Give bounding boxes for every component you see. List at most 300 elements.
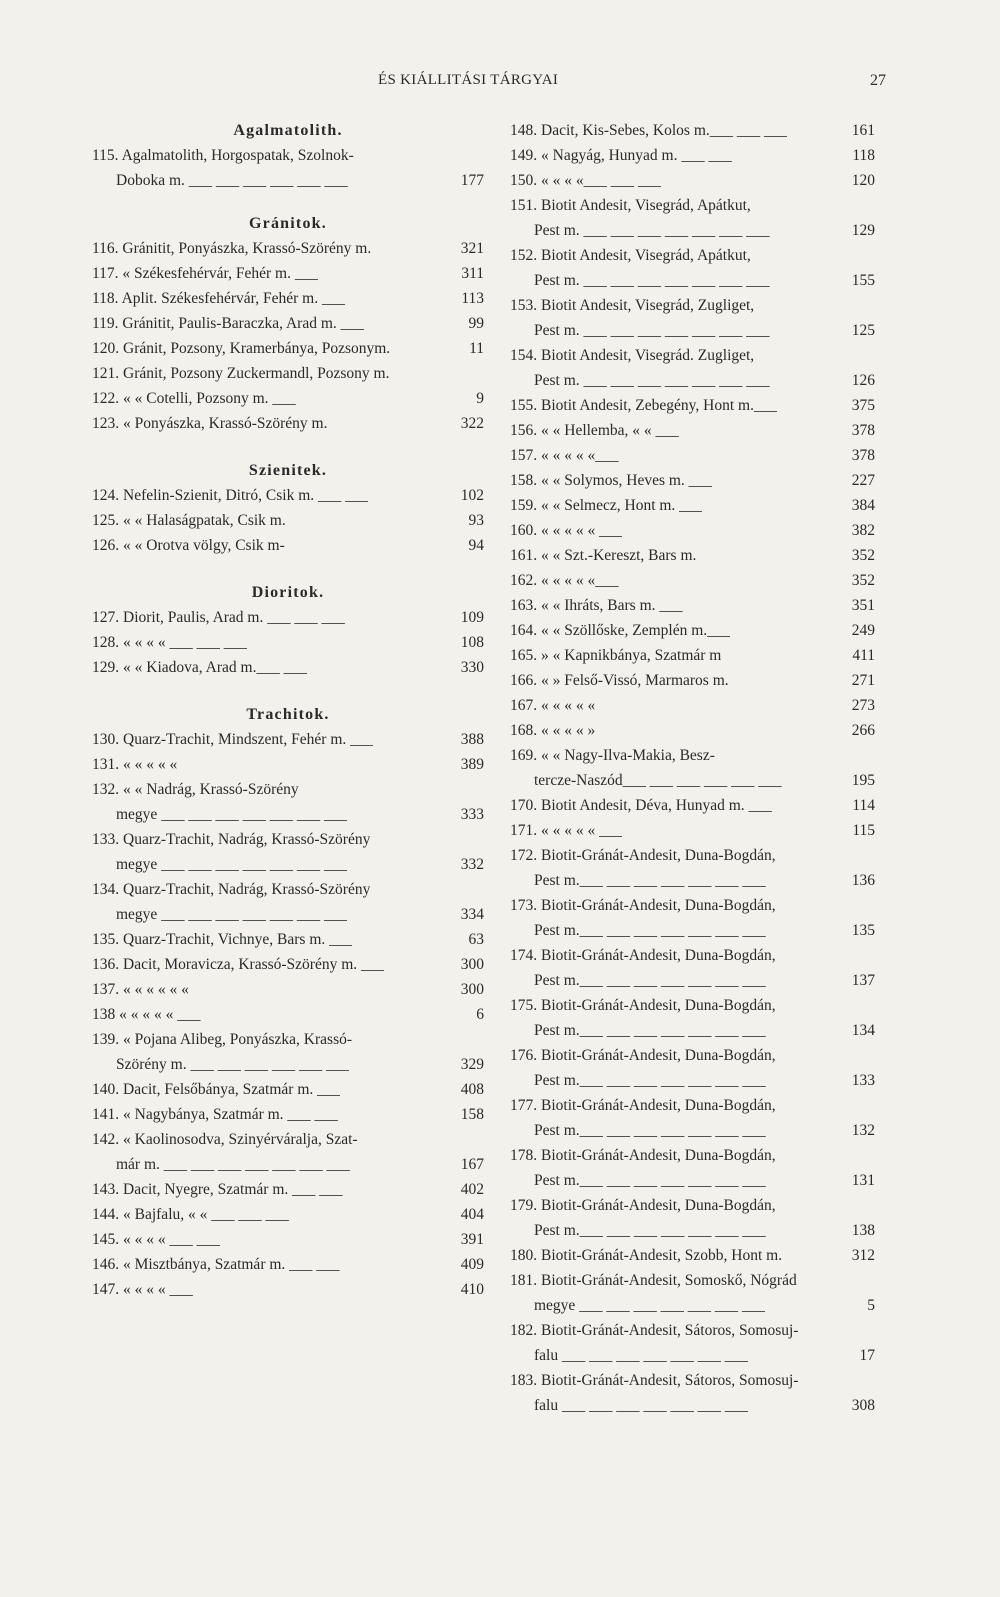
- entry-line: [92, 777, 484, 802]
- entry-line: [510, 1118, 875, 1143]
- entry-text: 129. « « Kiadova, Arad m.___ ___: [92, 659, 307, 676]
- entry-text: 145. « « « « ___ ___: [92, 1231, 220, 1248]
- entry-text: Pest m.___ ___ ___ ___ ___ ___ ___: [534, 1122, 766, 1139]
- entry-text: megye ___ ___ ___ ___ ___ ___ ___: [534, 1297, 766, 1314]
- item-number: 93: [468, 512, 484, 529]
- item-number: 108: [460, 634, 484, 651]
- entry-line: [510, 318, 875, 343]
- entry-line: [510, 568, 875, 593]
- entry-text: Pest m.___ ___ ___ ___ ___ ___ ___: [534, 1072, 766, 1089]
- item-number: 300: [460, 956, 484, 973]
- catalog-entry: [92, 777, 484, 827]
- item-number: 9: [476, 390, 484, 407]
- catalog-entry: [92, 752, 484, 777]
- entry-text: 131. « « « « «: [92, 756, 178, 773]
- entry-line: [510, 268, 875, 293]
- item-number: 351: [851, 597, 875, 614]
- entry-text: 149. « Nagyág, Hunyad m. ___ ___: [510, 147, 732, 164]
- entry-line: [510, 818, 875, 843]
- entry-text: 127. Diorit, Paulis, Arad m. ___ ___ ___: [92, 609, 345, 626]
- catalog-entry: [92, 977, 484, 1002]
- entry-text: 130. Quarz-Trachit, Mindszent, Fehér m. ___: [92, 731, 374, 748]
- item-number: 322: [460, 415, 484, 432]
- item-number: 125: [851, 322, 875, 339]
- catalog-entry: [92, 411, 484, 436]
- catalog-entry: [510, 243, 875, 293]
- entry-line: [92, 311, 484, 336]
- entry-line: [92, 1227, 484, 1252]
- catalog-entry: [510, 843, 875, 893]
- catalog-entry: [92, 727, 484, 752]
- entry-line: [92, 508, 484, 533]
- item-number: 63: [468, 931, 484, 948]
- entry-text: 172. Biotit-Gránát-Andesit, Duna-Bogdán,: [510, 847, 776, 864]
- entry-line: [92, 1027, 484, 1052]
- item-number: 114: [852, 797, 875, 814]
- entry-text: 137. « « « « « «: [92, 981, 189, 998]
- catalog-entry: [92, 1027, 484, 1077]
- entry-text: Doboka m. ___ ___ ___ ___ ___ ___: [116, 172, 348, 189]
- entry-text: 140. Dacit, Felsőbánya, Szatmár m. ___: [92, 1081, 341, 1098]
- entry-line: [92, 727, 484, 752]
- entry-line: [510, 768, 875, 793]
- item-number: 352: [851, 547, 875, 564]
- item-number: 402: [460, 1181, 484, 1198]
- item-number: 137: [851, 972, 875, 989]
- item-number: 120: [851, 172, 875, 189]
- section-heading: Agalmatolith.: [233, 122, 343, 139]
- entry-text: Pest m.___ ___ ___ ___ ___ ___ ___: [534, 972, 766, 989]
- item-number: 161: [851, 122, 875, 139]
- catalog-entry: [92, 1252, 484, 1277]
- catalog-entry: [92, 336, 484, 361]
- entry-line: [510, 593, 875, 618]
- entry-text: már m. ___ ___ ___ ___ ___ ___ ___: [116, 1156, 350, 1173]
- entry-text: 173. Biotit-Gránát-Andesit, Duna-Bogdán,: [510, 897, 776, 914]
- entry-line: [510, 918, 875, 943]
- catalog-entry: [510, 1143, 875, 1193]
- entry-text: 163. « « Ihráts, Bars m. ___: [510, 597, 683, 614]
- entry-line: [510, 793, 875, 818]
- section-heading: Dioritok.: [251, 584, 325, 601]
- catalog-entry: [92, 236, 484, 261]
- entry-text: 171. « « « « « ___: [510, 822, 623, 839]
- entry-text: 154. Biotit Andesit, Visegrád. Zugliget,: [510, 347, 755, 364]
- item-number: 333: [460, 806, 484, 823]
- entry-line: [92, 361, 484, 386]
- entry-line: [510, 468, 875, 493]
- item-number: 378: [851, 447, 875, 464]
- entry-text: Szörény m. ___ ___ ___ ___ ___ ___: [116, 1056, 350, 1073]
- item-number: 404: [460, 1206, 484, 1223]
- catalog-entry: [510, 518, 875, 543]
- entry-line: [92, 483, 484, 508]
- entry-line: [510, 493, 875, 518]
- item-number: 133: [851, 1072, 875, 1089]
- entry-line: [92, 877, 484, 902]
- section-heading: Szienitek.: [248, 462, 328, 479]
- item-number: 135: [851, 922, 875, 939]
- item-number: 132: [851, 1122, 875, 1139]
- item-number: 308: [851, 1397, 875, 1414]
- entry-line: [510, 118, 875, 143]
- entry-text: 133. Quarz-Trachit, Nadrág, Krassó-Szörény: [92, 831, 371, 848]
- running-head: ÉS KIÁLLITÁSI TÁRGYAI: [378, 72, 559, 88]
- catalog-entry: [510, 593, 875, 618]
- catalog-entry: [510, 118, 875, 143]
- entry-line: [510, 1143, 875, 1168]
- entry-line: [510, 1268, 875, 1293]
- item-number: 136: [851, 872, 875, 889]
- catalog-entry: [92, 1002, 484, 1027]
- entry-text: 122. « « Cotelli, Pozsony m. ___: [92, 390, 296, 407]
- entry-text: 142. « Kaolinosodva, Szinyérváralja, Szat-: [92, 1131, 358, 1148]
- item-number: 118: [852, 147, 875, 164]
- entry-text: 168. « « « « »: [510, 722, 596, 739]
- entry-text: 159. « « Selmecz, Hont m. ___: [510, 497, 703, 514]
- item-number: 99: [468, 315, 484, 332]
- entry-line: [510, 843, 875, 868]
- catalog-entry: [92, 311, 484, 336]
- entry-line: [510, 518, 875, 543]
- catalog-entry: [92, 533, 484, 558]
- item-number: 389: [460, 756, 484, 773]
- entry-line: [92, 1127, 484, 1152]
- entry-text: 183. Biotit-Gránát-Andesit, Sátoros, Somosuj-: [510, 1372, 799, 1389]
- item-number: 17: [859, 1347, 875, 1364]
- entry-text: 117. « Székesfehérvár, Fehér m. ___: [92, 265, 319, 282]
- entry-line: [92, 902, 484, 927]
- spacer: [92, 680, 484, 702]
- entry-line: [92, 852, 484, 877]
- entry-line: [510, 1318, 875, 1343]
- entry-text: 152. Biotit Andesit, Visegrád, Apátkut,: [510, 247, 751, 264]
- catalog-entry: [510, 643, 875, 668]
- item-number: 6: [476, 1006, 484, 1023]
- entry-line: [92, 1202, 484, 1227]
- entry-text: 141. « Nagybánya, Szatmár m. ___ ___: [92, 1106, 338, 1123]
- entry-text: 139. « Pojana Alibeg, Ponyászka, Krassó-: [92, 1031, 353, 1048]
- item-number: 126: [851, 372, 875, 389]
- catalog-entry: [510, 568, 875, 593]
- section-heading: Gránitok.: [249, 215, 327, 232]
- item-number: 411: [852, 647, 875, 664]
- entry-line: [510, 543, 875, 568]
- item-number: 408: [460, 1081, 484, 1098]
- catalog-entry: [510, 293, 875, 343]
- entry-text: 125. « « Halaságpatak, Csik m.: [92, 512, 286, 529]
- item-number: 227: [851, 472, 875, 489]
- item-number: 155: [851, 272, 875, 289]
- item-number: 131: [851, 1172, 875, 1189]
- item-number: 249: [851, 622, 875, 639]
- entry-text: Pest m.___ ___ ___ ___ ___ ___ ___: [534, 872, 766, 889]
- entry-text: 176. Biotit-Gránát-Andesit, Duna-Bogdán,: [510, 1047, 776, 1064]
- entry-text: 156. « « Hellemba, « « ___: [510, 422, 679, 439]
- entry-text: Pest m. ___ ___ ___ ___ ___ ___ ___: [534, 372, 770, 389]
- entry-line: [510, 418, 875, 443]
- catalog-entry: [92, 927, 484, 952]
- entry-text: 179. Biotit-Gránát-Andesit, Duna-Bogdán,: [510, 1197, 776, 1214]
- item-number: 334: [460, 906, 484, 923]
- entry-line: [92, 655, 484, 680]
- entry-text: 138 « « « « « ___: [92, 1006, 201, 1023]
- catalog-entry: [510, 993, 875, 1043]
- catalog-entry: [510, 1243, 875, 1268]
- catalog-entry: [92, 361, 484, 386]
- entry-text: megye ___ ___ ___ ___ ___ ___ ___: [116, 856, 348, 873]
- catalog-entry: [92, 261, 484, 286]
- item-number: 388: [460, 731, 484, 748]
- item-number: 378: [851, 422, 875, 439]
- catalog-entry: [92, 1077, 484, 1102]
- entry-text: megye ___ ___ ___ ___ ___ ___ ___: [116, 806, 348, 823]
- entry-line: [92, 1077, 484, 1102]
- entry-line: [510, 393, 875, 418]
- catalog-entry: [510, 143, 875, 168]
- entry-line: [510, 1343, 875, 1368]
- catalog-entry: [92, 952, 484, 977]
- entry-line: [510, 243, 875, 268]
- entry-line: [92, 827, 484, 852]
- entry-text: 160. « « « « « ___: [510, 522, 623, 539]
- catalog-entry: [510, 618, 875, 643]
- item-number: 321: [460, 240, 484, 257]
- entry-line: [510, 443, 875, 468]
- spacer: [92, 436, 484, 458]
- item-number: 311: [461, 265, 484, 282]
- catalog-entry: [92, 827, 484, 877]
- item-number: 102: [460, 487, 484, 504]
- entry-line: [510, 743, 875, 768]
- entry-text: 175. Biotit-Gránát-Andesit, Duna-Bogdán,: [510, 997, 776, 1014]
- entry-text: Pest m.___ ___ ___ ___ ___ ___ ___: [534, 1022, 766, 1039]
- item-number: 352: [851, 572, 875, 589]
- catalog-entry: [510, 1318, 875, 1368]
- item-number: 177: [460, 172, 484, 189]
- entry-text: Pest m. ___ ___ ___ ___ ___ ___ ___: [534, 322, 770, 339]
- entry-text: Pest m. ___ ___ ___ ___ ___ ___ ___: [534, 222, 770, 239]
- entry-line: [92, 1277, 484, 1302]
- entry-text: Pest m.___ ___ ___ ___ ___ ___ ___: [534, 1222, 766, 1239]
- entry-line: [510, 1193, 875, 1218]
- entry-line: [510, 1018, 875, 1043]
- catalog-entry: [510, 743, 875, 793]
- entry-text: falu ___ ___ ___ ___ ___ ___ ___: [534, 1397, 748, 1414]
- entry-line: [92, 286, 484, 311]
- entry-line: [92, 336, 484, 361]
- entry-line: [92, 752, 484, 777]
- entry-text: 148. Dacit, Kis-Sebes, Kolos m.___ ___ ___: [510, 122, 788, 139]
- entry-line: [510, 1093, 875, 1118]
- entry-line: [510, 693, 875, 718]
- item-number: 195: [851, 772, 875, 789]
- item-number: 11: [469, 340, 484, 357]
- entry-line: [92, 1177, 484, 1202]
- catalog-entry: [92, 1127, 484, 1177]
- catalog-entry: [92, 286, 484, 311]
- entry-line: [92, 802, 484, 827]
- item-number: 94: [468, 537, 484, 554]
- entry-line: [510, 968, 875, 993]
- catalog-entry: [92, 1202, 484, 1227]
- entry-line: [510, 943, 875, 968]
- entry-line: [92, 386, 484, 411]
- entry-text: 121. Gránit, Pozsony Zuckermandl, Pozsony m.: [92, 365, 390, 382]
- entry-line: [92, 1052, 484, 1077]
- item-number: 109: [460, 609, 484, 626]
- item-number: 409: [460, 1256, 484, 1273]
- catalog-entry: [92, 605, 484, 630]
- entry-line: [510, 893, 875, 918]
- entry-line: [510, 143, 875, 168]
- entry-text: 134. Quarz-Trachit, Nadrág, Krassó-Szörény: [92, 881, 371, 898]
- catalog-entry: [510, 893, 875, 943]
- spacer: [92, 193, 484, 211]
- item-number: 382: [851, 522, 875, 539]
- entry-text: 151. Biotit Andesit, Visegrád, Apátkut,: [510, 197, 751, 214]
- entry-text: 170. Biotit Andesit, Déva, Hunyad m. ___: [510, 797, 772, 814]
- entry-text: 116. Gránitit, Ponyászka, Krassó-Szörény m.: [92, 240, 372, 257]
- catalog-entry: [92, 630, 484, 655]
- catalog-entry: [510, 493, 875, 518]
- entry-line: [510, 1068, 875, 1093]
- entry-text: 119. Gránitit, Paulis-Baraczka, Arad m. ___: [92, 315, 364, 332]
- entry-text: 120. Gránit, Pozsony, Kramerbánya, Pozsonym.: [92, 340, 391, 357]
- entry-line: [92, 605, 484, 630]
- catalog-entry: [510, 718, 875, 743]
- item-number: 330: [460, 659, 484, 676]
- catalog-entry: [92, 1102, 484, 1127]
- right-column: [510, 118, 875, 1418]
- entry-line: [92, 1152, 484, 1177]
- entry-line: [510, 1368, 875, 1393]
- entry-text: 123. « Ponyászka, Krassó-Szörény m.: [92, 415, 328, 432]
- entry-line: [92, 977, 484, 1002]
- entry-line: [510, 1218, 875, 1243]
- item-number: 5: [867, 1297, 875, 1314]
- entry-line: [510, 218, 875, 243]
- entry-text: 146. « Misztbánya, Szatmár m. ___ ___: [92, 1256, 340, 1273]
- entry-text: 158. « « Solymos, Heves m. ___: [510, 472, 712, 489]
- entry-text: 135. Quarz-Trachit, Vichnye, Bars m. ___: [92, 931, 353, 948]
- entry-text: Pest m. ___ ___ ___ ___ ___ ___ ___: [534, 272, 770, 289]
- catalog-entry: [510, 393, 875, 418]
- entry-line: [510, 193, 875, 218]
- entry-text: 115. Agalmatolith, Horgospatak, Szolnok-: [92, 147, 354, 164]
- entry-line: [92, 533, 484, 558]
- catalog-entry: [510, 543, 875, 568]
- entry-text: 164. « « Szöllőske, Zemplén m.___: [510, 622, 731, 639]
- entry-text: 167. « « « « «: [510, 697, 596, 714]
- entry-line: [510, 368, 875, 393]
- entry-line: [510, 343, 875, 368]
- entry-text: 182. Biotit-Gránát-Andesit, Sátoros, Somosuj-: [510, 1322, 799, 1339]
- catalog-entry: [92, 143, 484, 193]
- entry-line: [92, 1002, 484, 1027]
- entry-text: 181. Biotit-Gránát-Andesit, Somoskő, Nógrád: [510, 1272, 797, 1289]
- entry-text: Pest m.___ ___ ___ ___ ___ ___ ___: [534, 922, 766, 939]
- catalog-entry: [92, 1177, 484, 1202]
- entry-text: 155. Biotit Andesit, Zebegény, Hont m.___: [510, 397, 778, 414]
- entry-text: 126. « « Orotva völgy, Csik m-: [92, 537, 285, 554]
- entry-line: [510, 168, 875, 193]
- item-number: 115: [852, 822, 875, 839]
- entry-text: 178. Biotit-Gránát-Andesit, Duna-Bogdán,: [510, 1147, 776, 1164]
- entry-line: [510, 1168, 875, 1193]
- catalog-entry: [510, 343, 875, 393]
- entry-text: 118. Aplit. Székesfehérvár, Fehér m. ___: [92, 290, 346, 307]
- entry-text: 162. « « « « «___: [510, 572, 619, 589]
- entry-text: 150. « « « «___ ___ ___: [510, 172, 662, 189]
- entry-text: 128. « « « « ___ ___ ___: [92, 634, 247, 651]
- item-number: 138: [851, 1222, 875, 1239]
- catalog-entry: [510, 793, 875, 818]
- catalog-entry: [510, 668, 875, 693]
- entry-line: [92, 143, 484, 168]
- entry-line: [510, 718, 875, 743]
- entry-line: [92, 927, 484, 952]
- entry-text: 180. Biotit-Gránát-Andesit, Szobb, Hont m.: [510, 1247, 783, 1264]
- catalog-entry: [510, 1268, 875, 1318]
- item-number: 129: [851, 222, 875, 239]
- catalog-entry: [92, 1227, 484, 1252]
- entry-text: 169. « « Nagy-Ilva-Makia, Besz-: [510, 747, 715, 764]
- entry-line: [510, 1243, 875, 1268]
- entry-line: [510, 1043, 875, 1068]
- item-number: 391: [460, 1231, 484, 1248]
- entry-line: [510, 668, 875, 693]
- item-number: 384: [851, 497, 875, 514]
- entry-text: 166. « » Felső-Vissó, Marmaros m.: [510, 672, 729, 689]
- catalog-entry: [510, 193, 875, 243]
- left-column: [92, 118, 484, 1302]
- catalog-entry: [510, 1043, 875, 1093]
- item-number: 271: [851, 672, 875, 689]
- catalog-entry: [510, 468, 875, 493]
- catalog-entry: [92, 508, 484, 533]
- entry-text: 147. « « « « ___: [92, 1281, 193, 1298]
- entry-text: 144. « Bajfalu, « « ___ ___ ___: [92, 1206, 289, 1223]
- item-number: 329: [460, 1056, 484, 1073]
- entry-line: [92, 411, 484, 436]
- page-number: 27: [870, 72, 886, 89]
- entry-line: [510, 993, 875, 1018]
- entry-text: 136. Dacit, Moravicza, Krassó-Szörény m. ___: [92, 956, 385, 973]
- entry-line: [92, 1252, 484, 1277]
- catalog-entry: [510, 818, 875, 843]
- spacer: [92, 558, 484, 580]
- catalog-entry: [510, 693, 875, 718]
- catalog-entry: [92, 386, 484, 411]
- catalog-entry: [92, 483, 484, 508]
- entry-line: [92, 168, 484, 193]
- item-number: 158: [460, 1106, 484, 1123]
- entry-line: [92, 1102, 484, 1127]
- catalog-entry: [510, 1093, 875, 1143]
- catalog-entry: [510, 1193, 875, 1243]
- entry-text: megye ___ ___ ___ ___ ___ ___ ___: [116, 906, 348, 923]
- section-heading: Trachitok.: [246, 706, 330, 723]
- catalog-entry: [92, 877, 484, 927]
- entry-line: [92, 261, 484, 286]
- entry-line: [510, 618, 875, 643]
- entry-line: [92, 236, 484, 261]
- catalog-entry: [510, 168, 875, 193]
- item-number: 266: [851, 722, 875, 739]
- item-number: 312: [851, 1247, 875, 1264]
- entry-text: falu ___ ___ ___ ___ ___ ___ ___: [534, 1347, 748, 1364]
